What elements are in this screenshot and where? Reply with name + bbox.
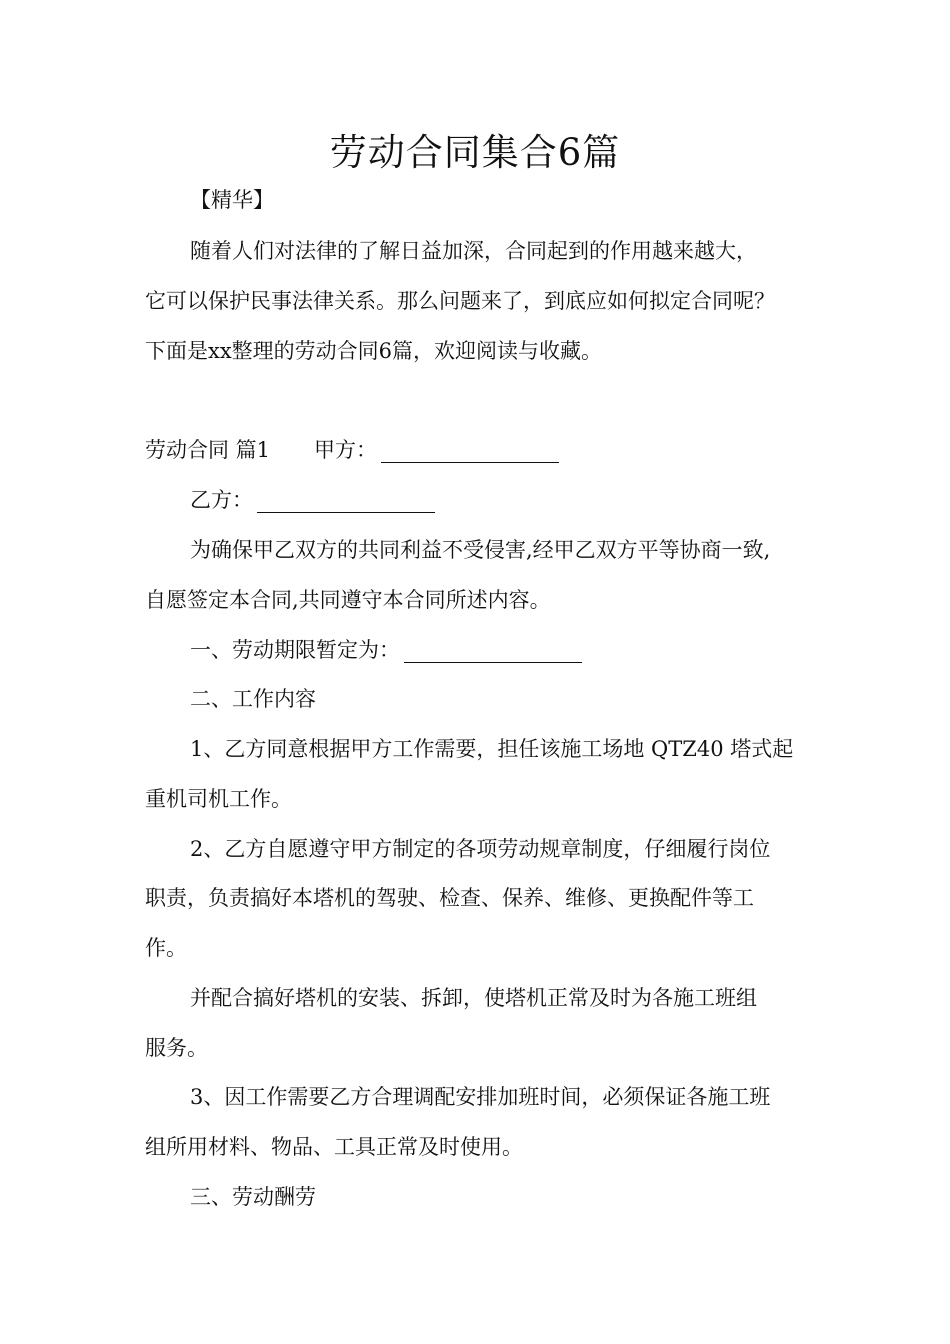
contract-heading: 劳动合同 篇1 bbox=[145, 438, 271, 462]
term-row bbox=[190, 635, 582, 665]
party-b-label: 乙方： bbox=[190, 488, 253, 512]
preamble-line-2: 自愿签定本合同,共同遵守本合同所述内容。 bbox=[145, 588, 551, 612]
item2-line-1: 2、乙方自愿遵守甲方制定的各项劳动规章制度，仔细履行岗位 bbox=[190, 837, 771, 861]
party-b-row bbox=[190, 485, 435, 515]
intro-line-1: 随着人们对法律的了解日益加深，合同起到的作用越来越大， bbox=[190, 239, 757, 263]
preamble-line-1: 为确保甲乙双方的共同利益不受侵害,经甲乙双方平等协商一致, bbox=[190, 538, 771, 562]
item3-line-2: 组所用材料、物品、工具正常及时使用。 bbox=[145, 1135, 523, 1159]
work-heading: 二、工作内容 bbox=[190, 687, 316, 711]
document-title: 劳动合同集合6篇 bbox=[329, 131, 621, 174]
term-label: 一、劳动期限暂定为： bbox=[190, 638, 400, 662]
party-a-blank bbox=[381, 460, 559, 463]
item3-line-1: 3、因工作需要乙方合理调配安排加班时间，必须保证各施工班 bbox=[190, 1085, 771, 1109]
intro-line-2: 它可以保护民事法律关系。那么问题来了，到底应如何拟定合同呢？ bbox=[145, 289, 775, 313]
item2b-line-2: 服务。 bbox=[145, 1036, 208, 1060]
intro-line-3: 下面是xx整理的劳动合同6篇，欢迎阅读与收藏。 bbox=[145, 339, 603, 363]
quality-tag: 【精华】 bbox=[190, 188, 274, 212]
contract-heading-row bbox=[145, 435, 559, 465]
item2b-line-1: 并配合搞好塔机的安装、拆卸，使塔机正常及时为各施工班组 bbox=[190, 986, 757, 1010]
party-b-blank bbox=[257, 510, 435, 513]
item1-line-2: 重机司机工作。 bbox=[145, 787, 292, 811]
item2-line-2: 职责，负责搞好本塔机的驾驶、检查、保养、维修、更换配件等工 bbox=[145, 886, 754, 910]
party-a-label: 甲方： bbox=[314, 438, 378, 462]
term-blank bbox=[404, 660, 582, 663]
item1-line-1: 1、乙方同意根据甲方工作需要，担任该施工场地 QTZ40 塔式起 bbox=[190, 737, 794, 761]
item2-line-3: 作。 bbox=[145, 936, 187, 960]
pay-heading: 三、劳动酬劳 bbox=[190, 1185, 316, 1209]
